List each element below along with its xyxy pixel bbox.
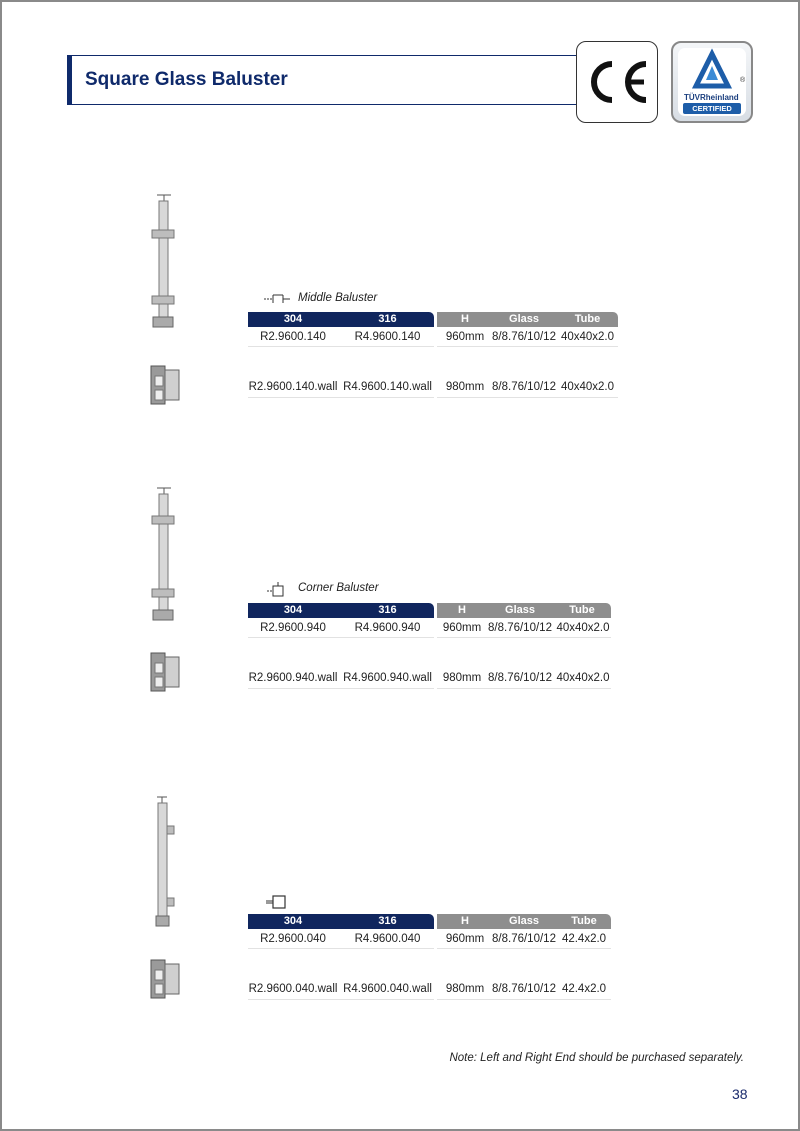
cell-304: R2.9600.040.wall bbox=[248, 983, 338, 995]
variant-label: Corner Baluster bbox=[298, 582, 379, 594]
baluster-drawing-icon bbox=[150, 193, 180, 331]
page-number: 38 bbox=[732, 1086, 748, 1102]
ce-mark-icon bbox=[577, 42, 657, 122]
cell-glass: 8/8.76/10/12 bbox=[488, 672, 552, 684]
cell-316: R4.9600.040 bbox=[354, 933, 421, 945]
tuv-certified: CERTIFIED bbox=[683, 103, 741, 114]
header-glass: Glass bbox=[509, 915, 539, 927]
table-header-specs bbox=[437, 312, 618, 327]
divider bbox=[248, 948, 434, 949]
cell-304: R2.9600.140.wall bbox=[248, 381, 338, 393]
divider bbox=[248, 346, 434, 347]
cell-304: R2.9600.940.wall bbox=[248, 672, 338, 684]
cell-h: 980mm bbox=[442, 672, 482, 684]
table-header-specs bbox=[437, 914, 611, 929]
tuv-registered: ® bbox=[740, 77, 746, 84]
header-glass: Glass bbox=[509, 313, 539, 325]
header-304: 304 bbox=[283, 915, 303, 927]
cell-316: R4.9600.140.wall bbox=[343, 381, 432, 393]
header-316: 316 bbox=[378, 604, 397, 616]
divider bbox=[437, 948, 611, 949]
table-row bbox=[0, 981, 800, 1001]
table-row bbox=[0, 670, 800, 690]
cell-h: 980mm bbox=[445, 983, 485, 995]
header-304: 304 bbox=[283, 604, 303, 616]
tuv-logo bbox=[671, 41, 753, 123]
divider bbox=[248, 397, 434, 398]
cell-tube: 42.4x2.0 bbox=[561, 983, 607, 995]
cell-glass: 8/8.76/10/12 bbox=[488, 622, 552, 634]
cell-304: R2.9600.940 bbox=[260, 622, 326, 634]
middle-baluster-symbol-icon bbox=[263, 292, 291, 306]
cell-h: 980mm bbox=[445, 381, 485, 393]
divider bbox=[248, 999, 434, 1000]
cell-tube: 40x40x2.0 bbox=[560, 331, 615, 343]
header-h: H bbox=[461, 915, 469, 927]
divider bbox=[437, 346, 618, 347]
cell-304: R2.9600.140 bbox=[260, 331, 326, 343]
header-glass: Glass bbox=[505, 604, 535, 616]
baluster-drawing-icon bbox=[150, 795, 180, 930]
header-h: H bbox=[461, 313, 469, 325]
cell-316: R4.9600.940 bbox=[354, 622, 421, 634]
cell-tube: 40x40x2.0 bbox=[556, 622, 610, 634]
footer-note: Note: Left and Right End should be purchased separately. bbox=[449, 1052, 744, 1064]
cell-tube: 40x40x2.0 bbox=[556, 672, 610, 684]
variant-label: Middle Baluster bbox=[298, 292, 378, 304]
end-baluster-symbol-icon bbox=[265, 894, 287, 910]
header-tube: Tube bbox=[569, 604, 595, 616]
header-316: 316 bbox=[378, 915, 397, 927]
divider bbox=[437, 397, 618, 398]
header-tube: Tube bbox=[574, 313, 601, 325]
cell-h: 960mm bbox=[442, 622, 482, 634]
header-h: H bbox=[458, 604, 466, 616]
table-header-material bbox=[248, 312, 434, 327]
cell-glass: 8/8.76/10/12 bbox=[492, 381, 556, 393]
divider bbox=[437, 637, 611, 638]
divider bbox=[437, 999, 611, 1000]
table-row bbox=[0, 379, 800, 399]
tuv-triangle-icon bbox=[678, 48, 746, 94]
cell-h: 960mm bbox=[445, 331, 485, 343]
table-header-material bbox=[248, 914, 434, 929]
cell-glass: 8/8.76/10/12 bbox=[492, 983, 556, 995]
tuv-badge bbox=[678, 48, 746, 116]
cell-glass: 8/8.76/10/12 bbox=[492, 331, 556, 343]
cell-h: 960mm bbox=[445, 933, 485, 945]
table-header-material bbox=[248, 603, 434, 618]
cell-316: R4.9600.140 bbox=[354, 331, 421, 343]
cell-316: R4.9600.040.wall bbox=[343, 983, 432, 995]
cell-tube: 42.4x2.0 bbox=[561, 933, 607, 945]
ce-logo bbox=[576, 41, 658, 123]
corner-baluster-symbol-icon bbox=[266, 582, 286, 598]
header-tube: Tube bbox=[571, 915, 597, 927]
cell-316: R4.9600.940.wall bbox=[343, 672, 432, 684]
divider bbox=[437, 688, 611, 689]
cell-304: R2.9600.040 bbox=[260, 933, 326, 945]
page-title-bar bbox=[67, 55, 592, 105]
header-304: 304 bbox=[283, 313, 303, 325]
baluster-drawing-icon bbox=[150, 486, 180, 624]
cell-tube: 40x40x2.0 bbox=[560, 381, 615, 393]
table-header-specs bbox=[437, 603, 611, 618]
tuv-name: TÜVRheinland bbox=[684, 93, 739, 102]
page-title: Square Glass Baluster bbox=[85, 69, 288, 90]
divider bbox=[248, 637, 434, 638]
header-316: 316 bbox=[378, 313, 397, 325]
cell-glass: 8/8.76/10/12 bbox=[492, 933, 556, 945]
divider bbox=[248, 688, 434, 689]
